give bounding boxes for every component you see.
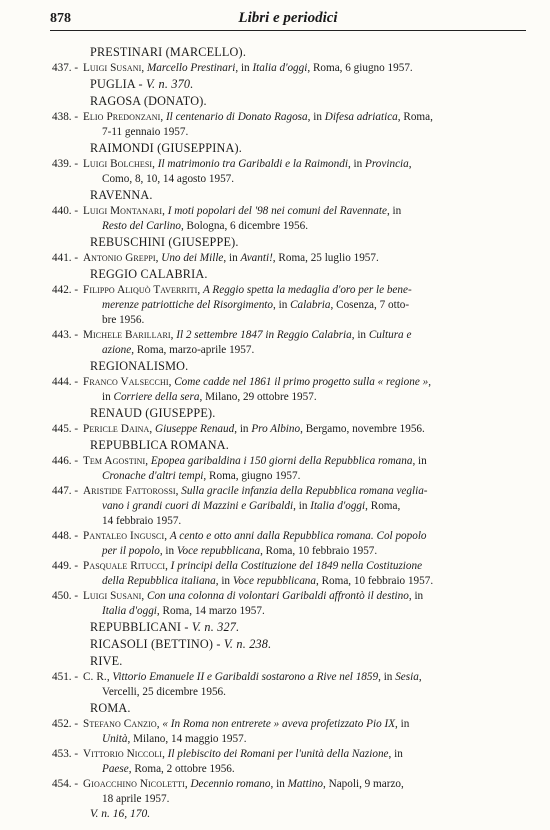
title-text: Uno dei Mille — [161, 252, 224, 264]
entry-line — [83, 574, 528, 589]
entry-text: , in — [270, 778, 288, 790]
title-text: Il centenario di Donato Ragosa — [165, 111, 308, 123]
entry-text: 18 aprile 1957. — [102, 793, 170, 805]
title-text: Mattino — [287, 778, 324, 790]
cross-reference — [0, 807, 550, 822]
entry-line — [83, 390, 528, 405]
title-text: Italia d'oggi — [310, 500, 366, 512]
entry-text: , — [149, 423, 155, 435]
entry-text: , in — [351, 329, 369, 341]
author-name: Luigi Bolchesi — [83, 158, 153, 170]
subject-heading — [0, 358, 550, 375]
entry-text: 14 febbraio 1957. — [102, 515, 182, 527]
entry-number: 443. - — [52, 329, 79, 341]
entry-number: 438. - — [52, 111, 79, 123]
page-number: 878 — [50, 11, 71, 26]
title-text: della Repubblica italiana — [102, 575, 216, 587]
entry-text: , Roma, 6 giugno 1957. — [307, 62, 413, 74]
entry-text: , Roma, — [365, 500, 401, 512]
author-name: Luigi Susani — [83, 590, 142, 602]
entry-text: , — [418, 671, 422, 683]
entry-text: , in — [293, 500, 311, 512]
bibliography-entry — [0, 61, 550, 76]
entry-text: , — [152, 158, 158, 170]
entry-line — [83, 762, 528, 777]
entry-line — [83, 544, 528, 559]
title-text: « In Roma non entrerete » aveva profetizzato Pio IX — [162, 718, 396, 730]
entry-text: , Napoli, 9 marzo, — [323, 778, 404, 790]
title-text: Resto del Carlino — [102, 220, 181, 232]
subject-heading — [0, 266, 550, 283]
title-text: Decennio romano — [190, 778, 271, 790]
bibliography-entry — [0, 328, 550, 358]
page-header — [50, 10, 526, 31]
entry-number: 450. - — [52, 590, 79, 602]
entry-text: Vercelli, 25 dicembre 1956. — [102, 686, 226, 698]
title-text: I moti popolari del '98 nei comuni del Ravennate — [167, 205, 387, 217]
entry-line — [83, 298, 528, 313]
bibliography-entry — [0, 670, 550, 700]
entry-line — [83, 375, 528, 390]
entry-line — [83, 343, 528, 358]
cross-reference: V. n. 370. — [145, 77, 194, 91]
bibliography-entry — [0, 375, 550, 405]
author-name: C. R. — [83, 671, 107, 683]
entry-text: , — [165, 560, 171, 572]
entry-line — [83, 125, 528, 140]
subject-heading — [0, 44, 550, 61]
cross-reference: V. n. 327. — [191, 620, 240, 634]
bibliography-entry — [0, 422, 550, 437]
author-name: Elio Predonzani — [83, 111, 161, 123]
entry-line — [83, 469, 528, 484]
heading-text: REPUBBLICANI - — [90, 620, 192, 634]
heading-text: REPUBBLICA ROMANA. — [90, 438, 230, 452]
author-name: Aristide Fattorossi — [83, 485, 176, 497]
subject-heading — [0, 619, 550, 636]
entry-text: , — [197, 284, 203, 296]
entry-text: , in — [235, 62, 253, 74]
entry-line — [83, 670, 528, 685]
bibliography-entry — [0, 747, 550, 777]
entry-line — [83, 219, 528, 234]
title-text: vano i grandi cuori di Mazzini e Garibaldi — [102, 500, 294, 512]
title-text: Cronache d'altri tempi — [102, 470, 204, 482]
entry-line — [83, 204, 528, 219]
author-name: Michele Barillari — [83, 329, 171, 341]
entry-line — [83, 110, 528, 125]
entry-text: , Roma, 25 luglio 1957. — [272, 252, 379, 264]
subject-heading — [0, 140, 550, 157]
entry-number: 447. - — [52, 485, 79, 497]
entry-number: 437. - — [52, 62, 79, 74]
entry-line — [83, 422, 528, 437]
title-text: Provincia — [365, 158, 409, 170]
entry-line — [83, 732, 528, 747]
entry-number: 449. - — [52, 560, 79, 572]
author-name: Gioacchino Nicoletti — [83, 778, 185, 790]
subject-heading — [0, 700, 550, 717]
author-name: Luigi Montanari — [83, 205, 163, 217]
entry-text: Como, 8, 10, 14 agosto 1957. — [102, 173, 235, 185]
title-text: azione — [102, 344, 132, 356]
author-name: Tem Agostini — [83, 455, 146, 467]
author-name: Antonio Greppi — [83, 252, 156, 264]
bibliography-entry — [0, 251, 550, 266]
entry-text: , in — [159, 545, 177, 557]
entry-number: 453. - — [52, 748, 79, 760]
entry-text: , — [162, 748, 168, 760]
bibliography-entry — [0, 589, 550, 619]
heading-text: ROMA. — [90, 701, 131, 715]
heading-text: RAIMONDI (GIUSEPPINA). — [90, 141, 243, 155]
title-text: per il popolo — [102, 545, 160, 557]
title-text: Calabria — [290, 299, 331, 311]
entry-text: bre 1956. — [102, 314, 145, 326]
entry-line — [83, 717, 528, 732]
entry-line — [83, 589, 528, 604]
heading-text: RICASOLI (BETTINO) - — [90, 637, 224, 651]
bibliography-entry — [0, 157, 550, 187]
entry-line — [83, 313, 528, 328]
title-text: Difesa adriatica — [324, 111, 398, 123]
cross-reference: V. n. 238. — [223, 637, 272, 651]
bibliography-entry — [0, 484, 550, 529]
entry-text: , Roma, 10 febbraio 1957. — [260, 545, 378, 557]
bibliography-entry — [0, 204, 550, 234]
entry-text: , — [184, 778, 191, 790]
entry-text: , in — [347, 158, 366, 170]
title-text: Corriere della sera — [113, 391, 200, 403]
author-name: Filippo Aliquò Taverriti — [83, 284, 198, 296]
entry-line — [83, 685, 528, 700]
entry-text: , in — [395, 718, 410, 730]
entry-text: in — [102, 391, 114, 403]
title-text: Come cadde nel 1861 il primo progetto sulla « regione » — [174, 376, 429, 388]
heading-text: PRESTINARI (MARCELLO). — [90, 45, 247, 59]
heading-text: RAVENNA. — [90, 188, 153, 202]
entry-number: 448. - — [52, 530, 79, 542]
entry-text: , in — [412, 455, 427, 467]
subject-heading — [0, 76, 550, 93]
entry-text: , Milano, 14 maggio 1957. — [127, 733, 247, 745]
entry-number: 451. - — [52, 671, 79, 683]
heading-text: REGGIO CALABRIA. — [90, 267, 208, 281]
entry-text: , — [160, 111, 166, 123]
title-text: Vittorio Emanuele II e Garibaldi sostarono a Rive nel 1859 — [112, 671, 379, 683]
entry-text: , Roma, 10 febbraio 1957. — [315, 575, 434, 587]
entry-text: , Bologna, 6 dicembre 1956. — [180, 220, 309, 232]
entry-text: , in — [273, 299, 291, 311]
entry-line — [83, 529, 528, 544]
title-text: Il plebiscito dei Romani per l'unità della Nazione — [167, 748, 389, 760]
bibliography-entry — [0, 529, 550, 559]
title-text: Cultura e — [368, 329, 412, 341]
subject-heading — [0, 437, 550, 454]
entry-text: , Roma, — [397, 111, 433, 123]
entry-text: , — [156, 718, 163, 730]
entry-text: , in — [215, 575, 233, 587]
entry-text: , — [162, 205, 168, 217]
title-text: Con una colonna di volontari Garibaldi affrontò il destino — [146, 590, 409, 602]
title-text: Paese — [102, 763, 129, 775]
title-text: Il 2 settembre 1847 in Reggio Calabria — [176, 329, 352, 341]
entry-text: , in — [386, 205, 402, 217]
cross-reference-text: V. n. 16, 170. — [90, 808, 151, 820]
entry-text: , Cosenza, 7 otto- — [330, 299, 410, 311]
entry-text: , Roma, 2 ottobre 1956. — [128, 763, 235, 775]
author-name: Pasquale Ritucci — [83, 560, 166, 572]
entry-line — [83, 559, 528, 574]
entry-text: , — [408, 158, 412, 170]
entry-line — [83, 777, 528, 792]
entry-number: 454. - — [52, 778, 79, 790]
heading-text: REGIONALISMO. — [90, 359, 189, 373]
author-name: Vittorio Niccoli — [83, 748, 163, 760]
entry-text: 7-11 gennaio 1957. — [102, 126, 189, 138]
title-text: Voce repubblicana — [232, 575, 316, 587]
subject-heading — [0, 234, 550, 251]
entry-number: 440. - — [52, 205, 79, 217]
entry-line — [83, 328, 528, 343]
subject-heading — [0, 187, 550, 204]
author-name: Luigi Susani — [83, 62, 142, 74]
entry-line — [83, 251, 528, 266]
subject-heading — [0, 653, 550, 670]
entry-text: , Roma, giugno 1957. — [203, 470, 301, 482]
title-text: A cento e otto anni dalla Repubblica romana. Col popolo — [169, 530, 427, 542]
entry-line — [83, 454, 528, 469]
entry-text: , Milano, 29 ottobre 1957. — [199, 391, 317, 403]
entry-number: 439. - — [52, 158, 79, 170]
entry-text: , in — [307, 111, 325, 123]
entry-text: , — [106, 671, 113, 683]
bibliography-entry — [0, 454, 550, 484]
entry-text: , — [145, 455, 151, 467]
entry-text: , — [141, 590, 147, 602]
author-name: Franco Valsecchi — [83, 376, 169, 388]
title-text: Giuseppe Renaud — [154, 423, 235, 435]
title-text: Marcello Prestinari — [146, 62, 236, 74]
bibliography-entry — [0, 559, 550, 589]
title-text: Unità — [102, 733, 128, 745]
heading-text: PUGLIA - — [90, 77, 146, 91]
heading-text: RIVE. — [90, 654, 123, 668]
entry-number: 444. - — [52, 376, 79, 388]
subject-heading — [0, 405, 550, 422]
entry-text: , in — [223, 252, 241, 264]
bibliography-list — [0, 44, 550, 822]
author-name: Pantaleo Ingusci — [83, 530, 165, 542]
entry-text: , Roma, marzo-aprile 1957. — [131, 344, 255, 356]
entry-number: 446. - — [52, 455, 79, 467]
subject-heading — [0, 93, 550, 110]
heading-text: REBUSCHINI (GIUSEPPE). — [90, 235, 239, 249]
entry-line — [83, 61, 528, 76]
entry-text: , — [175, 485, 182, 497]
running-title: Libri e periodici — [238, 10, 338, 26]
entry-line — [83, 792, 528, 807]
entry-text: , — [428, 376, 431, 388]
title-text: Pro Albino — [251, 423, 301, 435]
entry-line — [83, 747, 528, 762]
entry-line — [83, 283, 528, 298]
entry-number: 452. - — [52, 718, 79, 730]
entry-text: , — [168, 376, 175, 388]
title-text: Avanti! — [240, 252, 273, 264]
title-text: Italia d'oggi — [102, 605, 157, 617]
bibliography-entry — [0, 777, 550, 807]
title-text: Il matrimonio tra Garibaldi e la Raimondi — [157, 158, 348, 170]
entry-number: 441. - — [52, 252, 79, 264]
entry-text: , Bergamo, novembre 1956. — [300, 423, 425, 435]
entry-number: 442. - — [52, 284, 79, 296]
entry-text: , in — [378, 671, 396, 683]
title-text: Epopea garibaldina i 150 giorni della Repubblica romana — [150, 455, 413, 467]
bibliography-entry — [0, 717, 550, 747]
entry-line — [83, 514, 528, 529]
entry-text: , — [170, 329, 177, 341]
entry-line — [83, 172, 528, 187]
entry-text: , Roma, 14 marzo 1957. — [156, 605, 265, 617]
entry-line — [83, 157, 528, 172]
author-name: Pericle Daina — [83, 423, 150, 435]
title-text: A Reggio spetta la medaglia d'oro per le bene- — [202, 284, 412, 296]
entry-text: , in — [388, 748, 403, 760]
subject-heading — [0, 636, 550, 653]
heading-text: RAGOSA (DONATO). — [90, 94, 207, 108]
entry-text: , in — [408, 590, 424, 602]
heading-text: RENAUD (GIUSEPPE). — [90, 406, 216, 420]
entry-line — [83, 484, 528, 499]
title-text: Italia d'oggi — [252, 62, 308, 74]
bibliography-entry — [0, 283, 550, 328]
entry-text: , in — [234, 423, 252, 435]
entry-number: 445. - — [52, 423, 79, 435]
entry-line — [83, 499, 528, 514]
title-text: I principi della Costituzione del 1849 nella Costituzione — [170, 560, 423, 572]
title-text: Sulla gracile infanzia della Repubblica romana veglia- — [181, 485, 428, 497]
entry-text: , — [164, 530, 170, 542]
entry-text: , — [141, 62, 147, 74]
entry-text: , — [155, 252, 162, 264]
title-text: merenze patriottiche del Risorgimento — [102, 299, 273, 311]
entry-line — [83, 604, 528, 619]
title-text: Voce repubblicana — [176, 545, 261, 557]
bibliography-entry — [0, 110, 550, 140]
title-text: Sesia — [395, 671, 419, 683]
author-name: Stefano Canzio — [83, 718, 157, 730]
